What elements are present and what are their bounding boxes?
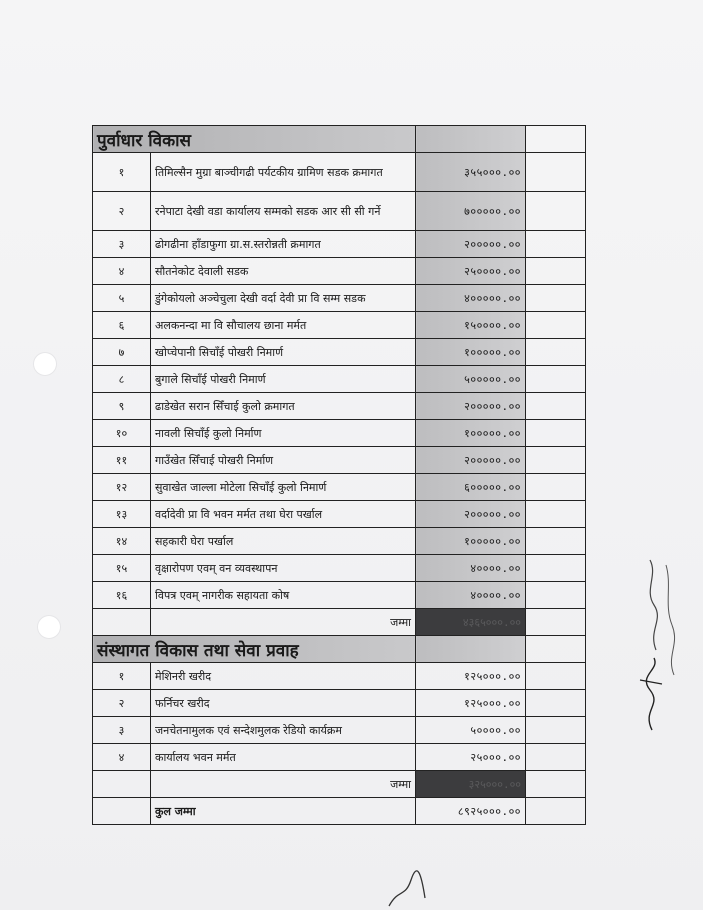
serial-number: ९ [93, 393, 151, 420]
table-row [93, 285, 586, 312]
section-header-row [93, 126, 586, 153]
serial-number: १ [93, 153, 151, 192]
table-row [93, 555, 586, 582]
item-amount: ५०००००.०० [416, 366, 526, 393]
item-amount: १५००००.०० [416, 312, 526, 339]
grand-total-blank [93, 798, 151, 825]
table-row [93, 474, 586, 501]
item-description: कार्यालय भवन मर्मत [151, 744, 416, 771]
table-row [93, 420, 586, 447]
item-remarks [526, 339, 586, 366]
item-amount: १०००००.०० [416, 339, 526, 366]
item-amount: १०००००.०० [416, 420, 526, 447]
serial-number: ३ [93, 231, 151, 258]
table-row [93, 192, 586, 231]
item-description: जनचेतनामुलक एवं सन्देशमुलक रेडियो कार्यक्रम [151, 717, 416, 744]
section-amount-header [416, 126, 526, 153]
item-remarks [526, 717, 586, 744]
item-amount: ४०००००.०० [416, 285, 526, 312]
total-blank-cell [93, 771, 151, 798]
item-description: फर्निचर खरीद [151, 690, 416, 717]
serial-number: २ [93, 192, 151, 231]
serial-number: ४ [93, 744, 151, 771]
section-total-row [93, 609, 586, 636]
serial-number: २ [93, 690, 151, 717]
item-amount: २५०००.०० [416, 744, 526, 771]
table-row [93, 366, 586, 393]
table-row [93, 447, 586, 474]
item-amount: २०००००.०० [416, 447, 526, 474]
section-total-label: जम्मा [151, 609, 416, 636]
item-remarks [526, 663, 586, 690]
table-row [93, 231, 586, 258]
serial-number: ७ [93, 339, 151, 366]
table-row [93, 663, 586, 690]
item-amount: १२५०००.०० [416, 690, 526, 717]
item-description: रनेपाटा देखी वडा कार्यालय सम्मको सडक आर सी सी गर्ने [151, 192, 416, 231]
item-remarks [526, 393, 586, 420]
handwritten-signature-bottom [385, 868, 435, 910]
grand-total-row [93, 798, 586, 825]
serial-number: १० [93, 420, 151, 447]
grand-total-label: कुल जम्मा [151, 798, 416, 825]
item-amount: ५००००.०० [416, 717, 526, 744]
item-description: नावली सिचाँई कुलो निर्माण [151, 420, 416, 447]
item-amount: २०००००.०० [416, 501, 526, 528]
item-description: वर्दादेवी प्रा वि भवन मर्मत तथा घेरा पर्खाल [151, 501, 416, 528]
item-amount: ४००००.०० [416, 555, 526, 582]
section-remarks-header [526, 636, 586, 663]
item-remarks [526, 474, 586, 501]
item-remarks [526, 420, 586, 447]
serial-number: १३ [93, 501, 151, 528]
item-description: तिमिल्सैन मुग्रा बाञ्चीगढी पर्यटकीय ग्रामिण सडक क्रमागत [151, 153, 416, 192]
item-remarks [526, 501, 586, 528]
table-row [93, 690, 586, 717]
item-remarks [526, 690, 586, 717]
serial-number: ४ [93, 258, 151, 285]
item-remarks [526, 153, 586, 192]
item-remarks [526, 528, 586, 555]
item-remarks [526, 744, 586, 771]
section-header-row [93, 636, 586, 663]
item-amount: ७०००००.०० [416, 192, 526, 231]
item-amount: ६०००००.०० [416, 474, 526, 501]
table-row [93, 312, 586, 339]
serial-number: १६ [93, 582, 151, 609]
table-row [93, 393, 586, 420]
punch-hole [38, 616, 60, 638]
section-title: संस्थागत विकास तथा सेवा प्रवाह [93, 636, 416, 663]
item-remarks [526, 258, 586, 285]
table-row [93, 528, 586, 555]
serial-number: १५ [93, 555, 151, 582]
section-total-amount: ४३६५०००.०० [416, 609, 526, 636]
item-amount: २०००००.०० [416, 231, 526, 258]
table-row [93, 744, 586, 771]
item-description: अलकनन्दा मा वि सौचालय छाना मर्मत [151, 312, 416, 339]
item-remarks [526, 312, 586, 339]
punch-hole [34, 353, 56, 375]
item-description: सुवाखेत जाल्ला मोटेला सिचाँई कुलो निमार्ण [151, 474, 416, 501]
total-blank-cell [93, 609, 151, 636]
section-total-row [93, 771, 586, 798]
item-amount: २०००००.०० [416, 393, 526, 420]
handwritten-signature-side [632, 650, 672, 740]
item-description: सहकारी घेरा पर्खाल [151, 528, 416, 555]
section-amount-header [416, 636, 526, 663]
serial-number: ६ [93, 312, 151, 339]
item-amount: २५००००.०० [416, 258, 526, 285]
item-remarks [526, 582, 586, 609]
item-description: डुंगेकोयलो अञ्चेचुला देखी वर्दा देवी प्रा वि सम्म सडक [151, 285, 416, 312]
item-remarks [526, 285, 586, 312]
budget-table [92, 125, 586, 825]
table-row [93, 153, 586, 192]
item-description: सौतनेकोट देवाली सडक [151, 258, 416, 285]
item-description: वृक्षारोपण एवम् वन व्यवस्थापन [151, 555, 416, 582]
item-amount: १२५०००.०० [416, 663, 526, 690]
item-description: ढाडेखेत सरान सिँचाई कुलो क्रमागत [151, 393, 416, 420]
item-remarks [526, 231, 586, 258]
item-description: गाउँखेत सिँचाई पोखरी निर्माण [151, 447, 416, 474]
item-remarks [526, 555, 586, 582]
serial-number: ३ [93, 717, 151, 744]
item-amount: ४००००.०० [416, 582, 526, 609]
item-remarks [526, 366, 586, 393]
item-description: बुगाले सिचाँई पोखरी निमार्ण [151, 366, 416, 393]
grand-total-amount: ८९२५०००.०० [416, 798, 526, 825]
serial-number: १४ [93, 528, 151, 555]
item-amount: १०००००.०० [416, 528, 526, 555]
item-description: ढोगढीना हाँडाफुगा ग्रा.स.स्तरोन्नती क्रमागत [151, 231, 416, 258]
item-description: मेशिनरी खरीद [151, 663, 416, 690]
serial-number: १२ [93, 474, 151, 501]
serial-number: १ [93, 663, 151, 690]
serial-number: ८ [93, 366, 151, 393]
section-total-amount: ३२५०००.०० [416, 771, 526, 798]
table-row [93, 339, 586, 366]
table-row [93, 258, 586, 285]
table-row [93, 582, 586, 609]
item-description: खोप्चेपानी सिचाँई पोखरी निमार्ण [151, 339, 416, 366]
item-remarks [526, 192, 586, 231]
total-remarks-cell [526, 771, 586, 798]
table-row [93, 501, 586, 528]
item-amount: ३५५०००.०० [416, 153, 526, 192]
item-description: विपत्र एवम् नागरीक सहायता कोष [151, 582, 416, 609]
grand-total-remarks [526, 798, 586, 825]
section-remarks-header [526, 126, 586, 153]
item-remarks [526, 447, 586, 474]
serial-number: ५ [93, 285, 151, 312]
table-row [93, 717, 586, 744]
section-total-label: जम्मा [151, 771, 416, 798]
total-remarks-cell [526, 609, 586, 636]
section-title: पुर्वाधार विकास [93, 126, 416, 153]
serial-number: ११ [93, 447, 151, 474]
